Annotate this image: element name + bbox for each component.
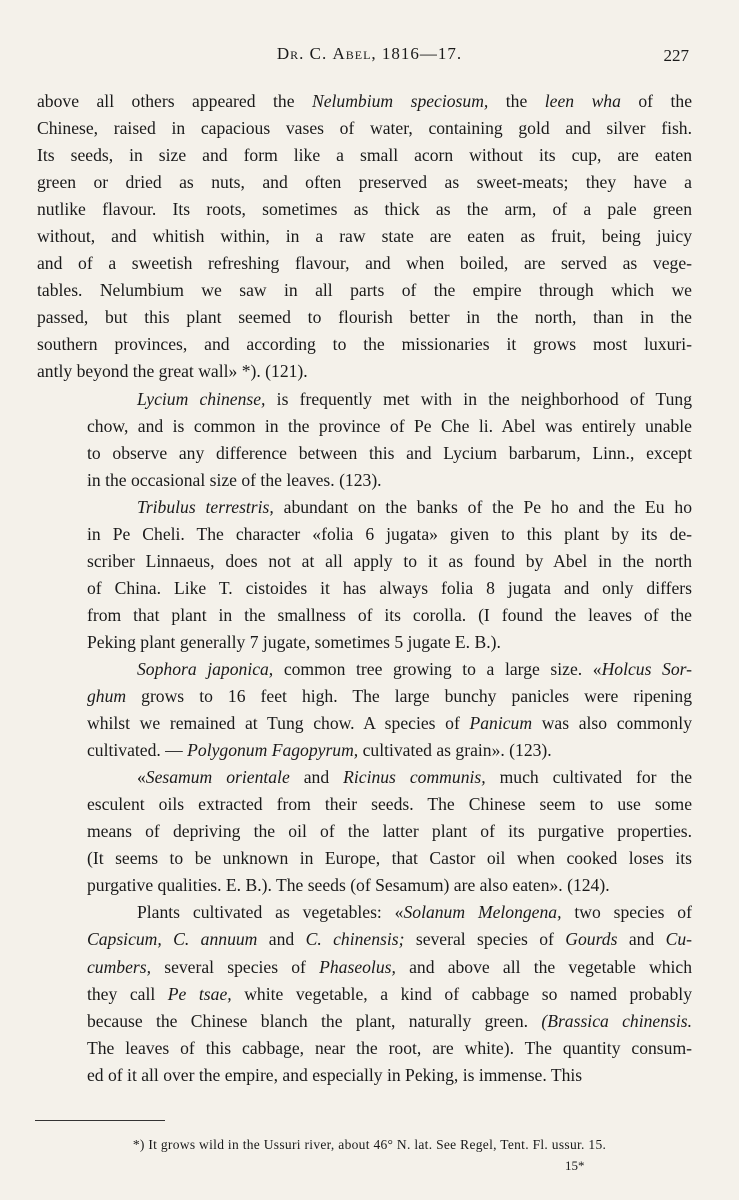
text-line: esculent oils extracted from their seeds. The Chinese seem to use some — [87, 794, 692, 815]
text-line: of China. Like T. cistoides it has always folia 8 jugata and only differs — [87, 577, 692, 598]
text-line: southern provinces, and according to the missionaries it grows most luxuri- — [37, 334, 692, 355]
paragraph — [37, 88, 692, 386]
text-line: chow, and is common in the province of Pe Che li. Abel was entirely unable — [87, 415, 692, 436]
text-line: above all others appeared the Nelumbium speciosum, the leen wha of the — [37, 91, 693, 111]
text-line: to observe any difference between this and Lycium barbarum, Linn., except — [87, 442, 692, 463]
text-line: because the Chinese blanch the plant, naturally green. (Brassica chinensis. — [87, 1010, 692, 1031]
running-head — [0, 44, 739, 64]
author-initial: C. — [309, 44, 328, 63]
text-line: green or dried as nuts, and often preserved as sweet-meats; they have a — [37, 172, 692, 193]
footnote-rule — [35, 1120, 165, 1121]
paragraph — [37, 494, 692, 656]
body-text — [37, 88, 692, 1089]
text-line: Capsicum, C. annuum and C. chinensis; several species of Gourds and Cu- — [87, 929, 693, 950]
paragraph — [37, 656, 692, 764]
text-line: in the occasional size of the leaves. (123). — [87, 469, 382, 490]
text-line: they call Pe tsae, white vegetable, a kind of cabbage so named probably — [87, 983, 692, 1004]
text-line: Sophora japonica, common tree growing to a large size. «Holcus Sor- — [137, 658, 692, 679]
footnote: *) It grows wild in the Ussuri river, about 46° N. lat. See Regel, Tent. Fl. ussur. 15. — [132, 1137, 607, 1152]
paragraph — [37, 899, 692, 1088]
text-line: (It seems to be unknown in Europe, that Castor oil when cooked loses its — [87, 848, 692, 869]
text-line: ed of it all over the empire, and especially in Peking, is immense. This — [87, 1064, 583, 1085]
text-line: in Pe Cheli. The character «folia 6 jugata» given to this plant by its de- — [87, 523, 692, 544]
text-line: tables. Nelumbium we saw in all parts of the empire through which we — [37, 280, 692, 301]
text-line: means of depriving the oil of the latter plant of its purgative properties. — [87, 821, 692, 842]
text-line: scriber Linnaeus, does not at all apply to it as found by Abel in the north — [87, 550, 692, 571]
text-line: from that plant in the smallness of its corolla. (I found the leaves of the — [87, 604, 692, 625]
text-line: nutlike flavour. Its roots, sometimes as thick as the arm, of a pale green — [37, 199, 692, 220]
page-number: 227 — [663, 46, 689, 65]
page-header — [0, 44, 739, 74]
text-line: Lycium chinense, is frequently met with in the neighborhood of Tung — [137, 388, 692, 409]
text-line: passed, but this plant seemed to flourish better in the north, than in the — [37, 307, 692, 328]
text-line: Plants cultivated as vegetables: «Solanum Melongena, two species of — [137, 902, 692, 923]
text-line: Chinese, raised in capacious vases of water, containing gold and silver fish. — [37, 118, 692, 139]
text-line: ghum grows to 16 feet high. The large bunchy panicles were ripening — [87, 686, 692, 707]
author-prefix: Dr. — [276, 44, 305, 63]
paragraph — [37, 386, 692, 494]
text-line: Peking plant generally 7 jugate, sometimes 5 jugate E. B.). — [87, 631, 501, 652]
text-line: Its seeds, in size and form like a small acorn without its cup, are eaten — [37, 145, 692, 166]
text-line: whilst we remained at Tung chow. A species of Panicum was also commonly — [87, 713, 692, 734]
text-line: «Sesamum orientale and Ricinus communis, much cultivated for the — [137, 767, 692, 788]
years: 1816—17. — [381, 44, 463, 63]
paragraph — [37, 764, 692, 899]
text-line: without, and whitish within, in a raw state are eaten as fruit, being juicy — [37, 226, 692, 247]
text-line: cultivated. — Polygonum Fagopyrum, cultivated as grain». (123). — [87, 740, 552, 761]
text-line: The leaves of this cabbage, near the root, are white). The quantity consum- — [87, 1037, 692, 1058]
text-line: Tribulus terrestris, abundant on the banks of the Pe ho and the Eu ho — [137, 496, 692, 517]
author-name: Abel, — [332, 44, 377, 63]
text-line: and of a sweetish refreshing flavour, and when boiled, are served as vege- — [37, 253, 692, 274]
text-line: purgative qualities. E. B.). The seeds (of Sesamum) are also eaten». (124). — [87, 875, 610, 896]
text-line: cumbers, several species of Phaseolus, and above all the vegetable which — [87, 956, 693, 977]
signature-mark: 15* — [565, 1158, 585, 1173]
text-line: antly beyond the great wall» *). (121). — [37, 361, 308, 382]
